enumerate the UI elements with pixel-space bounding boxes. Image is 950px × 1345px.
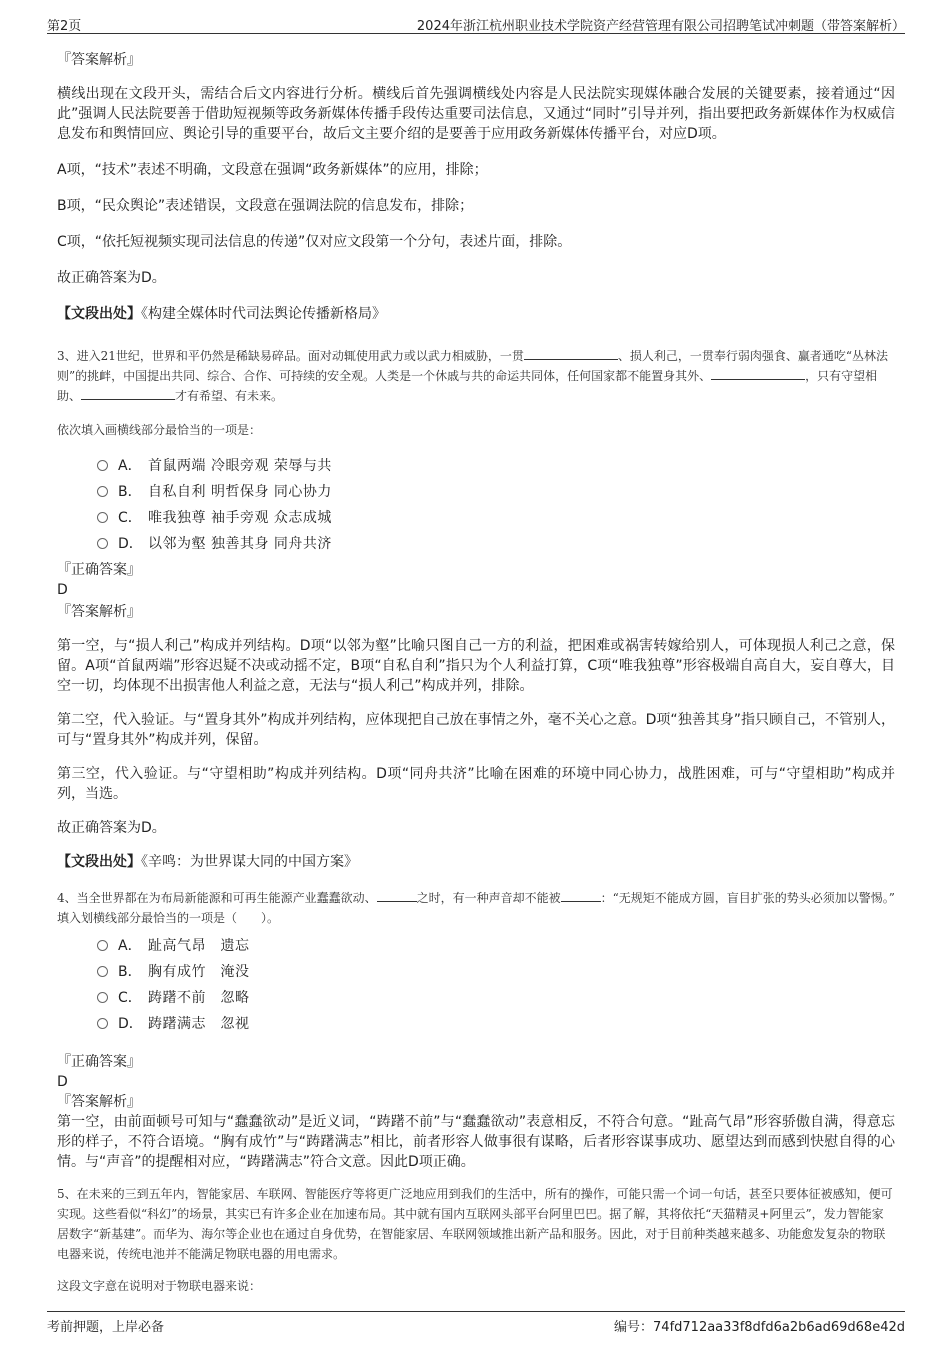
option-a[interactable]: A． 趾高气昂 遗忘	[97, 932, 895, 958]
option-c[interactable]: C． 唯我独尊 袖手旁观 众志成城	[97, 504, 895, 530]
option-b[interactable]: B． 胸有成竹 淹没	[97, 958, 895, 984]
correct-answer-label: 『正确答案』	[57, 1054, 141, 1070]
analysis-paragraph: B项，“民众舆论”表述错误，文段意在强调法院的信息发布，排除；	[57, 198, 474, 214]
option-b[interactable]: B． 自私自利 明哲保身 同心协力	[97, 478, 895, 504]
option-d[interactable]: D． 以邻为壑 独善其身 同舟共济	[97, 530, 895, 556]
stem-segment: 才有希望、有未来。	[175, 389, 284, 403]
analysis-paragraph: 第一空，与“损人利己”构成并列结构。D项“以邻为壑”比喻只图自己一方的利益，把困难或祸害转嫁给别人，可体现损人利己之意，保留。A项“首鼠两端”形容迟疑不决或动摇不定，B项“自私自利”指只为个人利益打算，C项“唯我独尊”形容极端自高自大，妄自尊大，目空一切，均体现不出损害他人利益之意，无法与“损人利己”构成并列，排除。	[57, 638, 895, 694]
stem-segment: ，只有守望相助、	[57, 369, 878, 403]
radio-icon[interactable]	[97, 460, 108, 471]
correct-answer-label: 『正确答案』	[57, 562, 141, 578]
page-footer	[47, 1311, 905, 1334]
correct-answer: D	[57, 582, 68, 598]
analysis-label: 『答案解析』	[57, 52, 141, 68]
source-line	[57, 304, 895, 324]
fill-blank	[81, 387, 175, 400]
fill-blank	[524, 347, 618, 360]
analysis-paragraph: 第二空，代入验证。与“置身其外”构成并列结构，应体现把自己放在事情之外，毫不关心之意。D项“独善其身”指只顾自己，不管别人，可与“置身其外”构成并列，保留。	[57, 712, 895, 748]
radio-icon[interactable]	[97, 486, 108, 497]
option-d[interactable]: D． 踌躇满志 忽视	[97, 1010, 895, 1036]
stem-segment: ：“无规矩不能成方圆，盲目扩张的势头必须加以警惕。”	[600, 891, 895, 905]
fill-blank	[377, 889, 417, 902]
option-list	[57, 932, 895, 1036]
stem-segment: 之时，有一种声音却不能被	[416, 891, 561, 905]
question-stem	[57, 888, 895, 908]
correct-answer: D	[57, 1074, 68, 1090]
radio-icon[interactable]	[97, 1018, 108, 1029]
source-text: 《辛鸣：为世界谋大同的中国方案》	[141, 854, 358, 870]
final-answer-line: 故正确答案为D。	[57, 820, 166, 836]
document-id: 编号：74fd712aa33f8dfd6a2b6ad69d68e42d	[614, 1320, 905, 1335]
analysis-paragraph: 第三空，代入验证。与“守望相助”构成并列结构。D项“同舟共济”比喻在困难的环境中同心协力，战胜困难，可与“守望相助”构成并列，当选。	[57, 766, 895, 802]
source-label: 【文段出处】	[57, 854, 141, 870]
analysis-paragraph: 第一空，由前面顿号可知与“蠢蠢欲动”是近义词，“踌躇不前”与“蠢蠢欲动”表意相反，不符合句意。“趾高气昂”形容骄傲自满，得意忘形的样子，不符合语境。“胸有成竹”与“踌躇满志”相比，前者形容人做事很有谋略，后者形容谋事成功、愿望达到而感到快慰自得的心情。与“声音”的提醒相对应，“踌躇满志”符合文意。因此D项正确。	[57, 1114, 895, 1170]
question-prompt: 这段文字意在说明对于物联电器来说：	[57, 1279, 262, 1293]
source-text: 《构建全媒体时代司法舆论传播新格局》	[141, 306, 386, 322]
fill-blank	[561, 889, 601, 902]
source-label: 【文段出处】	[57, 306, 141, 322]
radio-icon[interactable]	[97, 538, 108, 549]
footer-slogan: 考前押题，上岸必备	[47, 1320, 165, 1335]
fill-blank	[711, 367, 805, 380]
analysis-label: 『答案解析』	[57, 604, 141, 620]
question-stem	[57, 346, 895, 406]
radio-icon[interactable]	[97, 966, 108, 977]
radio-icon[interactable]	[97, 992, 108, 1003]
question-stem: 5、在未来的三到五年内，智能家居、车联网、智能医疗等将更广泛地应用到我们的生活中，所有的操作，可能只需一个词一句话，甚至只要体征被感知，便可实现。这些看似“科幻”的场景，其实已有许多企业在加速布局。其中就有国内互联网头部平台阿里巴巴。据了解，其将依托“天猫精灵+阿里云”，发力智能家居数字“新基建”。而华为、海尔等企业也在通过自身优势，在智能家居、车联网领域推出新产品和服务。因此，对于目前种类越来越多、功能愈发复杂的物联电器来说，传统电池并不能满足物联电器的用电需求。	[57, 1187, 893, 1261]
analysis-paragraph: 横线出现在文段开头，需结合后文内容进行分析。横线后首先强调横线处内容是人民法院实现媒体融合发展的关键要素，接着通过“因此”强调人民法院要善于借助短视频等政务新媒体传播手段传达重要司法信息，又通过“同时”引导并列，指出要把政务新媒体作为权威信息发布和舆情回应、舆论引导的重要平台，故后文主要介绍的是要善于应用政务新媒体传播平台，对应D项。	[57, 86, 895, 142]
source-line	[57, 852, 895, 872]
radio-icon[interactable]	[97, 940, 108, 951]
option-a[interactable]: A． 首鼠两端 冷眼旁观 荣辱与共	[97, 452, 895, 478]
stem-segment: 3、进入21世纪，世界和平仍然是稀缺易碎品。面对动辄使用武力或以武力相威胁，一贯	[57, 349, 524, 363]
analysis-label: 『答案解析』	[57, 1094, 141, 1110]
analysis-paragraph: A项，“技术”表述不明确，文段意在强调“政务新媒体”的应用，排除；	[57, 162, 488, 178]
stem-segment: 4、当全世界都在为布局新能源和可再生能源产业蠢蠢欲动、	[57, 891, 377, 905]
radio-icon[interactable]	[97, 512, 108, 523]
document-title: 2024年浙江杭州职业技术学院资产经营管理有限公司招聘笔试冲刺题（带答案解析）	[416, 19, 905, 34]
final-answer-line: 故正确答案为D。	[57, 270, 166, 286]
page-content	[57, 44, 895, 1296]
question-prompt: 填入划横线部分最恰当的一项是（ ）。	[57, 911, 280, 925]
page-header	[47, 14, 905, 34]
stem-segment: 、损人利己，一贯奉行弱肉强食、赢者通吃“丛林法则”的挑衅，中国提出共同、综合、合作、可持续的安全观。人类是一个休戚与共的命运共同体，任何国家都不能置身其外、	[57, 349, 889, 383]
option-list	[57, 452, 895, 556]
option-c[interactable]: C． 踌躇不前 忽略	[97, 984, 895, 1010]
analysis-paragraph: C项，“依托短视频实现司法信息的传递”仅对应文段第一个分句，表述片面，排除。	[57, 234, 572, 250]
page-number: 第2页	[47, 19, 82, 34]
question-prompt: 依次填入画横线部分最恰当的一项是：	[57, 423, 262, 437]
